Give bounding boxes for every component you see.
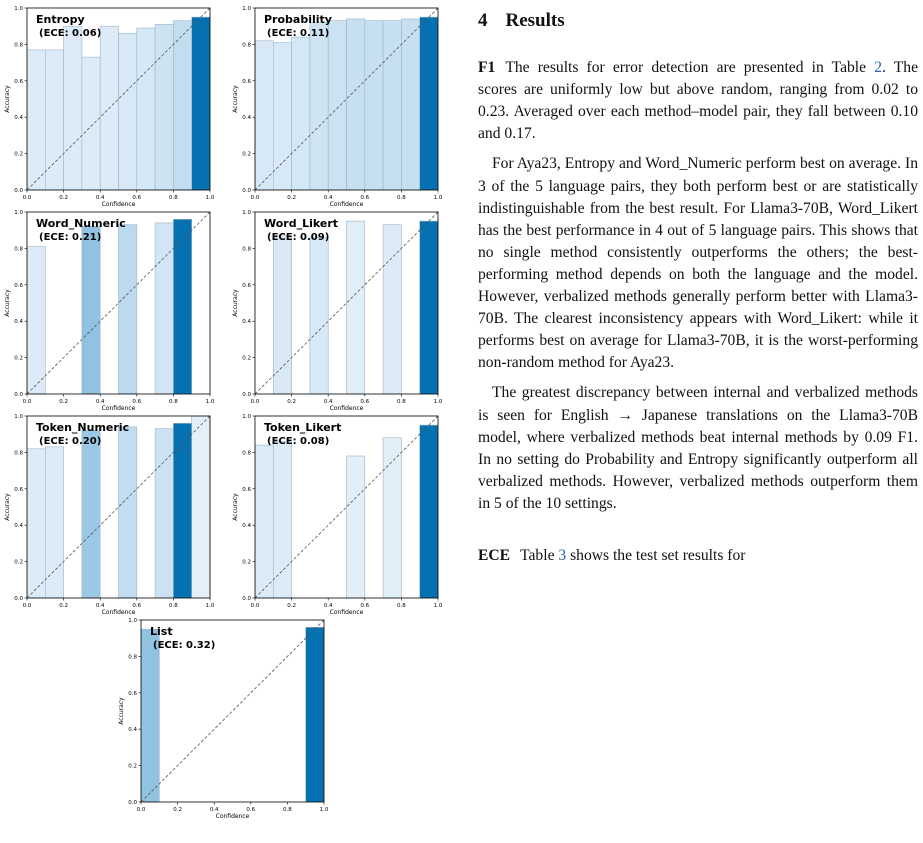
bar: [401, 19, 419, 190]
bar: [192, 416, 210, 598]
y-tick-label: 0.8: [242, 42, 251, 49]
y-tick-label: 0.6: [242, 486, 251, 493]
bar: [141, 629, 159, 802]
y-tick-label: 0.4: [14, 319, 23, 326]
x-axis-label: Confidence: [329, 201, 364, 208]
x-axis-label: Confidence: [329, 405, 364, 412]
bar: [192, 17, 210, 190]
x-tick-label: 0.0: [136, 807, 146, 813]
table-ref-link[interactable]: 2: [874, 59, 882, 77]
reliability-panel: [4, 6, 215, 208]
x-tick-label: 0.0: [250, 195, 260, 201]
bar: [82, 431, 100, 598]
y-tick-label: 0.6: [242, 78, 251, 85]
y-tick-label: 0.6: [14, 282, 23, 289]
y-tick-label: 1.0: [242, 414, 251, 420]
y-tick-label: 0.2: [242, 559, 251, 566]
panel-title: Word_Likert: [264, 217, 339, 230]
bar: [155, 223, 173, 394]
y-tick-label: 1.0: [14, 414, 23, 420]
bar: [383, 225, 401, 394]
panel-title: Entropy: [36, 13, 85, 26]
y-tick-label: 0.0: [242, 392, 251, 398]
x-tick-label: 1.0: [319, 807, 329, 813]
y-tick-label: 0.4: [14, 523, 23, 530]
bar: [255, 445, 273, 598]
panel-title: List: [150, 625, 173, 638]
y-tick-label: 0.8: [14, 246, 23, 253]
bar: [119, 34, 137, 191]
x-tick-label: 1.0: [205, 603, 215, 609]
y-axis-label: Accuracy: [232, 85, 239, 113]
bar: [27, 50, 45, 190]
bar: [255, 41, 273, 190]
x-tick-label: 1.0: [205, 399, 215, 405]
panel-title: Probability: [264, 13, 332, 26]
bar: [27, 449, 45, 598]
reliability-panel: [232, 414, 443, 616]
x-tick-label: 0.6: [132, 399, 142, 405]
bar: [365, 21, 383, 190]
x-tick-label: 0.2: [59, 195, 68, 201]
y-tick-label: 0.4: [14, 115, 23, 122]
bar: [27, 247, 45, 394]
x-tick-label: 0.6: [360, 195, 370, 201]
x-tick-label: 0.2: [59, 603, 68, 609]
ece-label: (ECE: 0.32): [153, 640, 216, 651]
x-tick-label: 0.2: [287, 195, 296, 201]
x-tick-label: 0.4: [323, 603, 333, 609]
y-tick-label: 0.6: [14, 78, 23, 85]
y-tick-label: 1.0: [14, 6, 23, 12]
y-tick-label: 0.0: [242, 188, 251, 194]
x-tick-label: 0.6: [246, 807, 256, 813]
ece-label: (ECE: 0.06): [39, 28, 102, 39]
x-tick-label: 0.0: [22, 603, 32, 609]
bar: [273, 442, 291, 599]
y-tick-label: 0.0: [14, 596, 23, 602]
x-tick-label: 0.4: [209, 807, 219, 813]
x-tick-label: 0.2: [59, 399, 68, 405]
y-tick-label: 0.4: [242, 319, 251, 326]
y-tick-label: 0.8: [14, 450, 23, 457]
x-tick-label: 0.8: [169, 603, 178, 609]
section-number: 4: [478, 10, 488, 31]
y-tick-label: 0.8: [128, 654, 137, 661]
y-tick-label: 0.2: [14, 559, 23, 566]
bar: [173, 21, 191, 190]
x-tick-label: 0.0: [250, 399, 260, 405]
x-tick-label: 1.0: [433, 399, 443, 405]
x-tick-label: 0.4: [323, 399, 333, 405]
x-axis-label: Confidence: [329, 609, 364, 616]
paragraph-ece: [478, 545, 918, 567]
x-tick-label: 0.8: [397, 603, 406, 609]
x-tick-label: 0.4: [95, 195, 105, 201]
y-tick-label: 0.8: [242, 450, 251, 457]
x-tick-label: 0.2: [287, 603, 296, 609]
y-tick-label: 0.4: [242, 523, 251, 530]
x-tick-label: 1.0: [205, 195, 215, 201]
x-tick-label: 0.8: [397, 195, 406, 201]
bar: [328, 21, 346, 190]
y-axis-label: Accuracy: [118, 697, 125, 725]
x-tick-label: 0.2: [287, 399, 296, 405]
x-axis-label: Confidence: [101, 201, 136, 208]
bar: [306, 627, 324, 802]
y-tick-label: 0.6: [14, 486, 23, 493]
bar: [119, 225, 137, 394]
y-tick-label: 0.0: [14, 188, 23, 194]
paragraph-text: Table: [520, 546, 559, 564]
bar: [64, 26, 82, 190]
bar: [347, 19, 365, 190]
panel-title: Token_Likert: [264, 421, 342, 434]
x-tick-label: 0.8: [169, 399, 178, 405]
y-axis-label: Accuracy: [232, 289, 239, 317]
bar: [420, 221, 438, 394]
bar: [383, 438, 401, 598]
y-axis-label: Accuracy: [232, 493, 239, 521]
x-tick-label: 0.0: [250, 603, 260, 609]
y-axis-label: Accuracy: [4, 289, 11, 317]
bar: [273, 236, 291, 394]
x-tick-label: 0.8: [169, 195, 178, 201]
x-tick-label: 0.0: [22, 399, 32, 405]
bar: [45, 447, 63, 598]
bar: [310, 23, 328, 190]
y-axis-label: Accuracy: [4, 85, 11, 113]
paragraph-text: shows the test set results for: [566, 546, 746, 564]
x-tick-label: 1.0: [433, 603, 443, 609]
y-tick-label: 0.6: [242, 282, 251, 289]
y-tick-label: 0.0: [128, 800, 137, 806]
y-tick-label: 0.2: [242, 151, 251, 158]
x-tick-label: 0.4: [323, 195, 333, 201]
ece-label: (ECE: 0.20): [39, 436, 102, 447]
y-tick-label: 0.0: [242, 596, 251, 602]
paragraph-f1: [478, 57, 918, 145]
ece-label: (ECE: 0.09): [267, 232, 330, 243]
bar: [347, 221, 365, 394]
bar: [292, 37, 310, 190]
x-axis-label: Confidence: [101, 609, 136, 616]
x-tick-label: 0.6: [132, 603, 142, 609]
bar: [383, 21, 401, 190]
bar: [137, 28, 155, 190]
bar: [420, 17, 438, 190]
bar: [82, 57, 100, 190]
x-tick-label: 0.0: [22, 195, 32, 201]
x-tick-label: 0.6: [360, 603, 370, 609]
bar: [155, 24, 173, 190]
paragraph-aya: For Aya23, Entropy and Word_Numeric perform best on average. In 3 of the 5 language pairs, they both perform best or are statistically indistinguishable from the best result. For Llama3-70B, Word_Likert has the best performance in 4 out of 5 language pairs. This shows that no single method consistently outperforms the others; the best-performing method depends on both the language and the model. However, verbalized methods generally perform better with Llama3-70B. The clearest inconsistency appears with Word_Likert: while it performs best on average for Llama3-70B, it is the worst-performing non-random method for Aya23.: [478, 155, 918, 372]
reliability-panel: [4, 414, 215, 616]
y-tick-label: 0.0: [14, 392, 23, 398]
x-tick-label: 0.6: [132, 195, 142, 201]
paragraph-discrepancy: The greatest discrepancy between internal and verbalized methods is seen for English → Japanese translations on the Llama3-70B model, where verbalized methods beat internal methods by 0.09 F1. In no setting do Probability and Entropy significantly outperform all verbalized methods. However, verbalized methods outperform them in 5 of the 10 settings.: [478, 384, 918, 512]
bar: [310, 238, 328, 395]
y-tick-label: 0.6: [128, 690, 137, 697]
bar: [273, 43, 291, 190]
y-tick-label: 0.2: [128, 763, 137, 770]
section-title: Results: [505, 10, 565, 31]
x-tick-label: 0.4: [95, 399, 105, 405]
bar: [420, 425, 438, 598]
panel-title: Token_Numeric: [36, 421, 130, 434]
y-axis-label: Accuracy: [4, 493, 11, 521]
bar: [82, 227, 100, 394]
paragraph-head-f1: F1: [478, 59, 496, 77]
ece-label: (ECE: 0.11): [267, 28, 330, 39]
bar: [119, 427, 137, 598]
y-tick-label: 0.8: [242, 246, 251, 253]
panel-title: Word_Numeric: [36, 217, 126, 230]
bar: [155, 429, 173, 598]
paragraph-head-ece: ECE: [478, 546, 511, 564]
y-tick-label: 1.0: [242, 6, 251, 12]
x-tick-label: 0.8: [397, 399, 406, 405]
bar: [347, 456, 365, 598]
x-axis-label: Confidence: [215, 813, 250, 820]
y-tick-label: 1.0: [128, 618, 137, 624]
y-tick-label: 0.4: [242, 115, 251, 122]
reliability-panel: [4, 210, 215, 412]
x-tick-label: 0.4: [95, 603, 105, 609]
results-section: [478, 8, 918, 567]
y-tick-label: 0.4: [128, 727, 137, 734]
x-tick-label: 0.6: [360, 399, 370, 405]
paragraph-text: The results for error detection are presented in Table: [505, 59, 875, 77]
ece-label: (ECE: 0.08): [267, 436, 330, 447]
y-tick-label: 0.2: [14, 355, 23, 362]
x-tick-label: 0.2: [173, 807, 182, 813]
y-tick-label: 0.2: [14, 151, 23, 158]
y-tick-label: 1.0: [242, 210, 251, 216]
y-tick-label: 0.2: [242, 355, 251, 362]
section-heading: [478, 10, 918, 32]
table-ref-link[interactable]: 3: [558, 546, 567, 564]
ece-label: (ECE: 0.21): [39, 232, 102, 243]
x-axis-label: Confidence: [101, 405, 136, 412]
reliability-panel: [232, 210, 443, 412]
x-tick-label: 1.0: [433, 195, 443, 201]
paragraph-text: . The scores are uniformly low but above random, ranging from 0.02 to 0.23. Averaged over each method–model pair, they fall between 0.10 and 0.17.: [478, 59, 918, 143]
y-tick-label: 0.8: [14, 42, 23, 49]
reliability-panel: [232, 6, 443, 208]
reliability-panel: [118, 618, 329, 820]
bar: [45, 50, 63, 190]
x-tick-label: 0.8: [283, 807, 292, 813]
y-tick-label: 1.0: [14, 210, 23, 216]
